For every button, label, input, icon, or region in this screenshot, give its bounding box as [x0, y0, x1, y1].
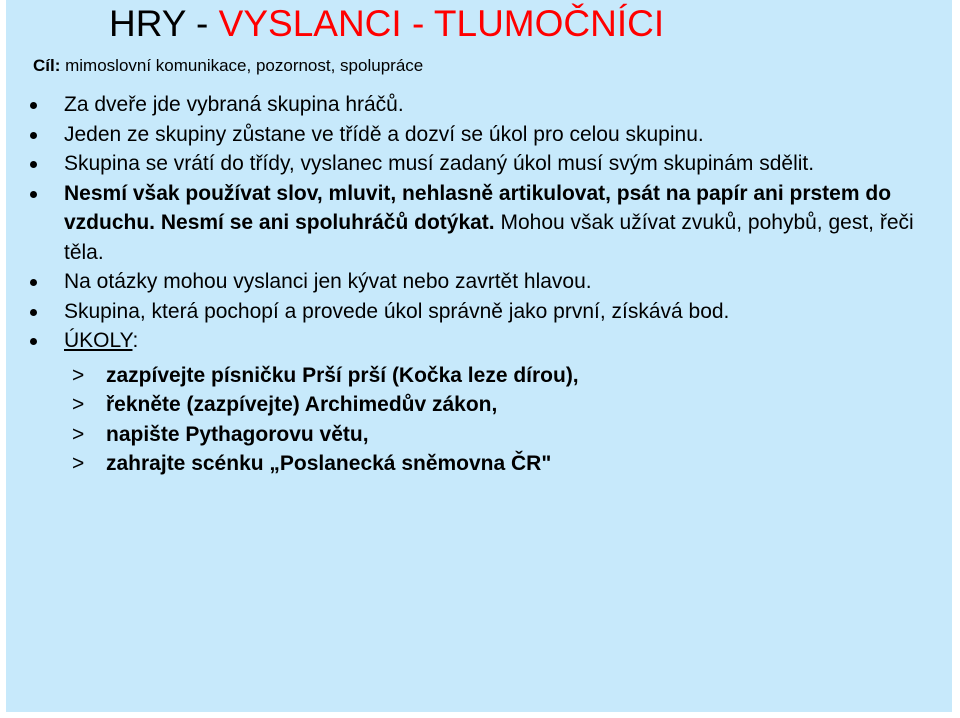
task-item — [28, 420, 938, 450]
rule-text-bold: Nesmí se ani spoluhráčů dotýkat. — [160, 211, 495, 234]
task-text: zahrajte scénku „Poslanecká sněmovna ČR" — [106, 452, 552, 475]
goal-text: mimoslovní komunikace, pozornost, spolupráce — [60, 56, 424, 75]
task-text: řekněte (zazpívejte) Archimedův zákon, — [106, 393, 498, 416]
rules-list — [28, 90, 938, 479]
bullet-icon — [30, 102, 37, 109]
bullet-icon — [30, 309, 37, 316]
title-highlight: VYSLANCI - TLUMOČNÍCI — [218, 3, 665, 44]
tasks-label: ÚKOLY — [64, 329, 133, 352]
bullet-icon — [30, 161, 37, 168]
goal-line — [33, 55, 423, 77]
arrow-marker-icon: > — [72, 422, 85, 446]
title-prefix: HRY - — [109, 3, 219, 44]
rule-text: Skupina se vrátí do třídy, vyslanec musí zadaný úkol musí svým skupinám sdělit. — [64, 152, 815, 175]
arrow-marker-icon: > — [72, 363, 85, 387]
task-item — [28, 361, 938, 391]
list-item — [28, 297, 938, 327]
bullet-icon — [30, 279, 37, 286]
rule-text: Skupina, která pochopí a provede úkol správně jako první, získává bod. — [64, 299, 730, 323]
task-item — [28, 449, 938, 479]
task-item — [28, 390, 938, 420]
tasks-colon: : — [132, 329, 139, 352]
list-item — [28, 149, 938, 179]
arrow-marker-icon: > — [72, 452, 85, 475]
list-item — [28, 120, 938, 150]
list-item — [28, 90, 938, 120]
task-text: zazpívejte písničku Prší prší (Kočka leze dírou), — [106, 363, 579, 387]
rule-text: Za dveře jde vybraná skupina hráčů. — [64, 93, 404, 116]
bullet-icon — [30, 132, 37, 139]
arrow-marker-icon: > — [72, 393, 85, 416]
task-text: napište Pythagorovu větu, — [106, 422, 369, 446]
goal-label: Cíl: — [33, 56, 61, 75]
slide — [6, 0, 952, 712]
bullet-icon — [30, 338, 37, 345]
list-item — [28, 267, 938, 297]
rule-text: Na otázky mohou vyslanci jen kývat nebo zavrtět hlavou. — [64, 270, 592, 293]
bullet-icon — [30, 191, 37, 198]
rule-text: Jeden ze skupiny zůstane ve třídě a dozví se úkol pro celou skupinu. — [64, 122, 704, 146]
list-item — [28, 326, 938, 356]
list-item — [28, 179, 938, 268]
rule-text: Mohou však užívat zvuků, pohybů, gest, řeči těla. — [64, 211, 914, 264]
tasks-list — [28, 361, 938, 479]
slide-title — [109, 4, 664, 44]
rule-text-bold: Nesmí však používat slov, mluvit, nehlasně artikulovat, psát na papír ani prstem do vzduchu. — [64, 181, 892, 234]
